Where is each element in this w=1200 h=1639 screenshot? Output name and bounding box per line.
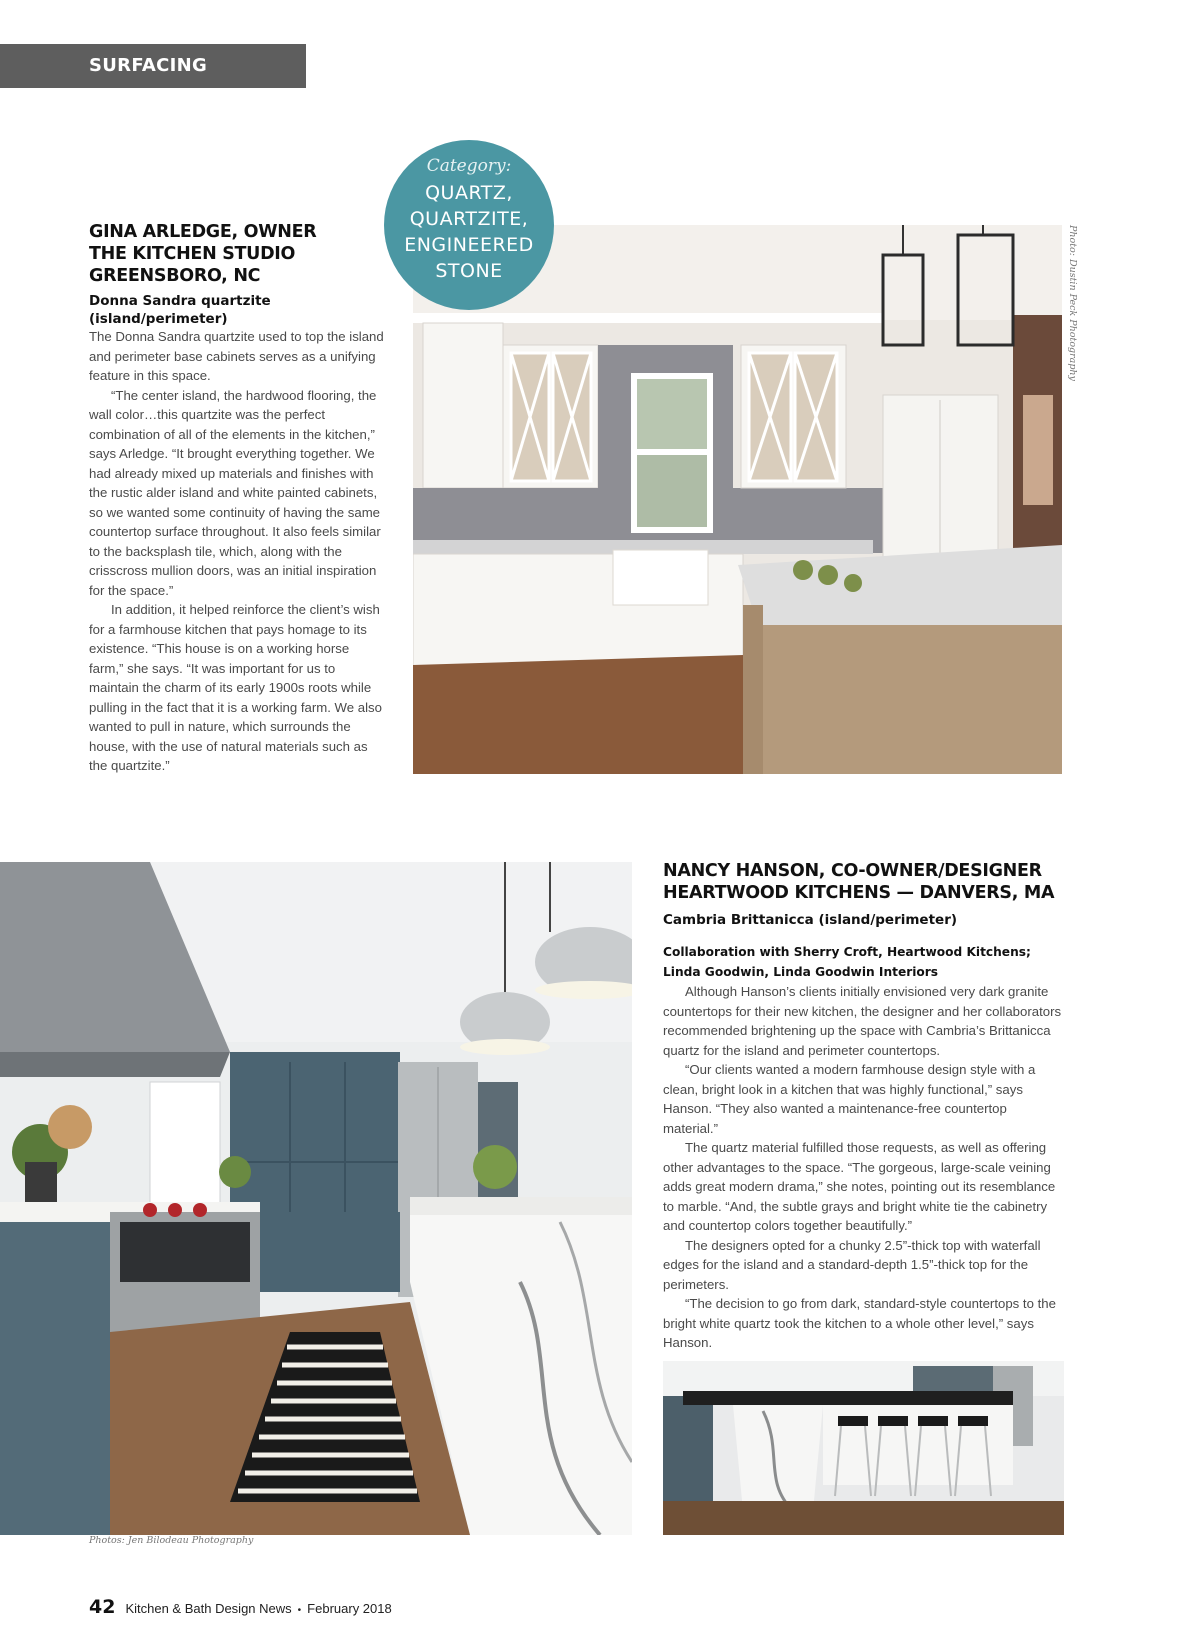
page-footer [89,1596,392,1618]
profile2-company: HEARTWOOD KITCHENS — DANVERS, MA [663,883,1055,903]
paragraph: The Donna Sandra quartzite used to top the island and perimeter base cabinets serves as a unifying feature in this space. [89,329,384,383]
profile2-material: Cambria Brittanicca (island/perimeter) [663,912,958,928]
category-label: Category: [426,156,512,176]
profile1-location: GREENSBORO, NC [89,266,261,286]
collaboration-credit: Collaboration with Sherry Croft, Heartwood Kitchens; Linda Goodwin, Linda Goodwin Interiors [663,945,1031,979]
profile1-material: Donna Sandra quartzite (island/perimeter) [89,293,271,327]
profile1-name: GINA ARLEDGE, OWNER [89,222,317,242]
paragraph: In addition, it helped reinforce the client’s wish for a farmhouse kitchen that pays homage to its existence. “This house is on a working horse farm,” she says. “It was important for us to maintain the charm of its early 1900s roots while pulling in the fact that it is a working farm. We also wanted to pull in nature, which surrounds the house, with the use of natural materials such as the quartzite.” [89,602,382,773]
profile1-heading [89,221,379,287]
photo-credit: Photos: Jen Bilodeau Photography [89,1535,254,1546]
category-line: QUARTZ, [425,182,513,204]
paragraph: “Our clients wanted a modern farmhouse design style with a clean, bright look in a kitchen that was highly functional,” says Hanson. “They also wanted a maintenance-free countertop material.” [663,1062,1036,1136]
footer-separator: • [297,1605,302,1616]
section-label: SURFACING PROFILES [0,44,306,88]
paragraph: Although Hanson’s clients initially envisioned very dark granite countertops for their new kitchen, the designer and her collaborators recommended brightening up the space with Cambria’s Brittanicca quartz for the island and perimeter countertops. [663,984,1062,1058]
category-line: QUARTZITE, [409,208,529,230]
profile2-name: NANCY HANSON, CO-OWNER/DESIGNER [663,861,1042,881]
category-badge [384,140,554,310]
issue-date: February 2018 [307,1601,392,1616]
paragraph: The designers opted for a chunky 2.5”-thick top with waterfall edges for the island and a standard-depth 1.5”-thick top for the perimeters. [663,1237,1041,1292]
paragraph: “The decision to go from dark, standard-style countertops to the bright white quartz took the kitchen to a whole other level,” says Hanson. [663,1296,1056,1350]
paragraph: “The center island, the hardwood flooring, the wall color…this quartzite was the perfect combination of all of the elements in the kitchen,” says Arledge. “It brought everything together. We had already mixed up materials and finishes with the rustic alder island and white painted cabinets, so we wanted some continuity of having the same countertop surface throughout. It also feels similar to the backsplash tile, which, along with the crisscross mullion doors, was an initial inspiration for the space.” [89,387,381,598]
page-number: 42 [89,1596,116,1618]
profile2-heading [663,860,1103,904]
kitchen-photo-island-stools [663,1361,1064,1535]
profile2-body [663,943,1064,1353]
kitchen-photo-blue [0,862,632,1535]
profile1-company: THE KITCHEN STUDIO [89,244,296,264]
category-line: ENGINEERED [404,234,534,256]
paragraph: The quartz material fulfilled those requests, as well as offering other advantages to the space. “The gorgeous, large-scale veining adds great modern drama,” she notes, pointing out its resemblance to marble. “And, the subtle grays and bright white tie the cabinetry and countertop colors together beautifully.” [663,1140,1056,1233]
profile1-body [89,327,385,776]
category-line: STONE [435,260,503,282]
kitchen-photo-farmhouse [413,225,1062,774]
photo-credit: Photo: Dustin Peck Photography [1067,225,1078,381]
publication-name: Kitchen & Bath Design News [125,1601,292,1616]
